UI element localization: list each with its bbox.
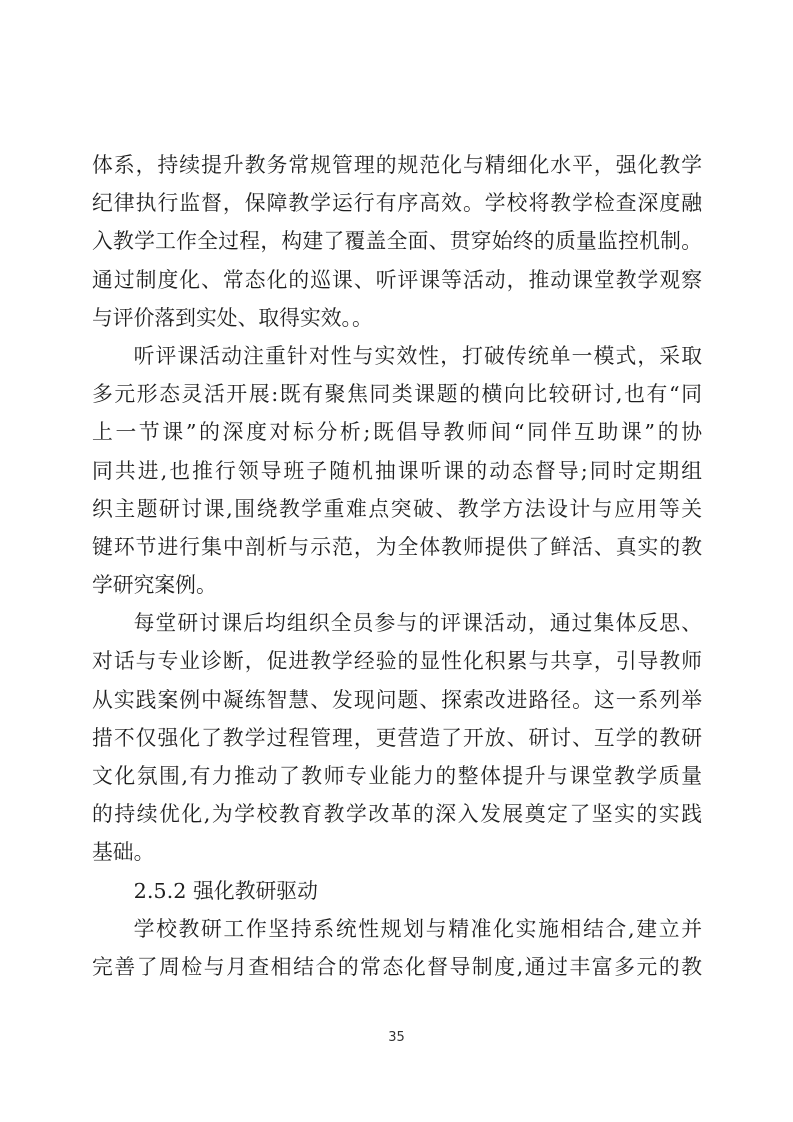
text-line: 每堂研讨课后均组织全员参与的评课活动，通过集体反思、 [133, 611, 702, 636]
body-paragraph [92, 604, 702, 871]
text-line: 入教学工作全过程，构建了覆盖全面、贯穿始终的质量监控机制。 [92, 229, 702, 254]
document-body [92, 146, 702, 986]
text-line: 多元形态灵活开展:既有聚焦同类课题的横向比较研讨,也有“同 [92, 382, 702, 407]
text-line: 织主题研讨课,围绕教学重难点突破、教学方法设计与应用等关 [92, 496, 702, 521]
text-line: 从实践案例中凝练智慧、发现问题、探索改进路径。这一系列举 [92, 687, 702, 712]
text-line: 键环节进行集中剖析与示范，为全体教师提供了鲜活、真实的教 [92, 534, 702, 559]
section-heading-text: 2.5.2 强化教研驱动 [133, 878, 318, 903]
section-heading [92, 872, 702, 910]
text-line: 通过制度化、常态化的巡课、听评课等活动，推动课堂教学观察 [92, 267, 702, 292]
text-line: 纪律执行监督，保障教学运行有序高效。学校将教学检查深度融 [92, 191, 702, 216]
text-line: 与评价落到实处、取得实效。。 [92, 305, 373, 330]
text-line: 文化氛围,有力推动了教师专业能力的整体提升与课堂教学质量 [92, 764, 702, 788]
text-line: 学校教研工作坚持系统性规划与精准化实施相结合,建立并 [133, 916, 702, 941]
text-line: 完善了周检与月查相结合的常态化督导制度,通过丰富多元的教 [92, 954, 702, 979]
text-line: 基础。 [92, 840, 155, 865]
body-paragraph [92, 337, 702, 604]
text-line: 对话与专业诊断，促进教学经验的显性化积累与共享，引导教师 [92, 649, 702, 674]
text-line: 措不仅强化了教学过程管理，更营造了开放、研讨、互学的教研 [92, 725, 702, 750]
text-line: 的持续优化,为学校教育教学改革的深入发展奠定了坚实的实践 [92, 802, 702, 827]
text-line: 听评课活动注重针对性与实效性，打破传统单一模式，采取 [133, 343, 702, 368]
text-line: 体系，持续提升教务常规管理的规范化与精细化水平，强化教学 [92, 153, 702, 177]
text-line: 学研究案例。 [92, 573, 217, 598]
text-line: 同共进,也推行领导班子随机抽课听课的动态督导;同时定期组 [92, 458, 702, 483]
page-number: 35 [388, 1030, 405, 1045]
text-line: 上一节课”的深度对标分析;既倡导教师间“同伴互助课”的协 [92, 420, 702, 445]
body-paragraph [92, 146, 702, 337]
body-paragraph [92, 910, 702, 986]
